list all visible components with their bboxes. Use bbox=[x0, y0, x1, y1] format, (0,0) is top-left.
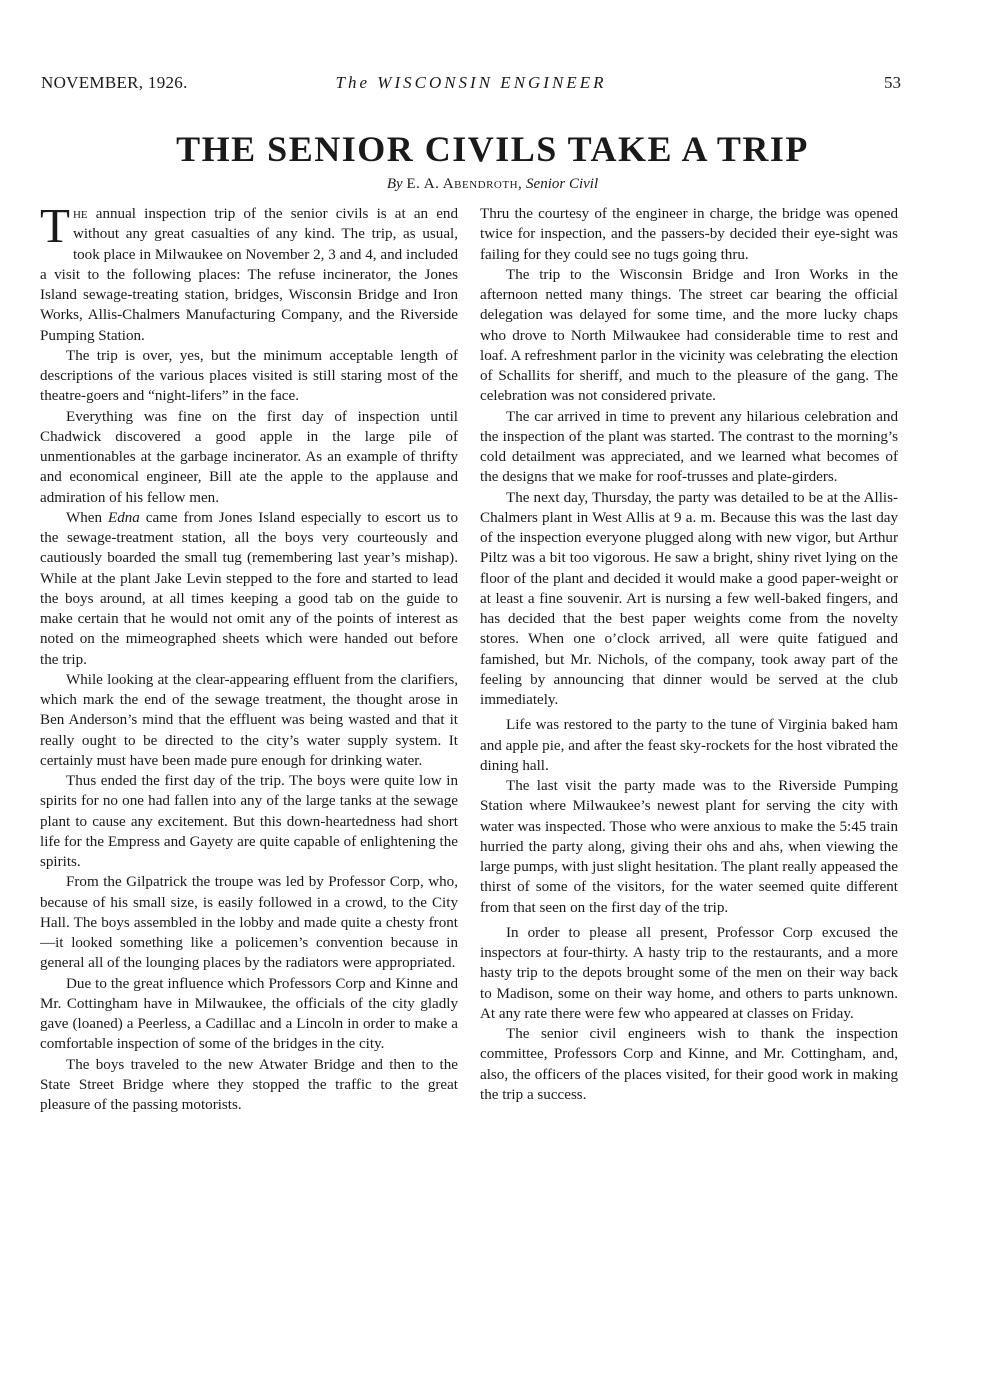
paragraph: Thru the courtesy of the engineer in charge, the bridge was opened twice for inspection, and the passers-by decided their eye-sight was failing for they could see no tugs going thru. bbox=[480, 206, 898, 263]
byline bbox=[0, 176, 985, 193]
paragraph: The next day, Thursday, the party was detailed to be at the Allis-Chalmers plant in West Allis at 9 a. m. Because this was the last day of the inspection everyone plugged along with new vigor, but Arthur Piltz was a bit too vigorous. He saw a bright, shiny rivet lying on the floor of the plant and decided it would make a good paper-weight or at least a fine souvenir. Art is nursing a few well-baked fingers, and has decided that the best paper weights come from the novelty stores. When one o’clock arrived, all were quite fatigued and famished, but Mr. Nichols, of the company, took away part of the feeling by announcing that dinner would be served at the club immediately. bbox=[480, 489, 898, 708]
issue-date: NOVEMBER, 1926. bbox=[41, 73, 188, 92]
paragraph-text: annual inspection trip of the senior civils is at an end without any great casualties of any kind. The trip, as usual, took place in Milwaukee on November 2, 3 and 4, and included a visit to the following places: The refuse incinerator, the Jones Island sewage-treating station, bridges, Wisconsin Bridge and Iron Works, Allis-Chalmers Manufacturing Company, and the Riverside Pumping Station. bbox=[40, 206, 458, 344]
boat-name: Edna bbox=[107, 509, 140, 526]
paragraph: From the Gilpatrick the troupe was led by Professor Corp, who, because of his small size, is easily followed in a crowd, to the City Hall. The boys assembled in the lobby and made quite a chesty front—it looked something like a policemen’s convention because in general all of the lounging places by the radiators were appropriated. bbox=[40, 874, 458, 972]
byline-by: By bbox=[386, 176, 403, 192]
paragraph: The trip is over, yes, but the minimum acceptable length of descriptions of the various places visited is still staring most of the theatre-goers and “night-lifers” in the face. bbox=[40, 347, 458, 405]
byline-role: Senior Civil bbox=[526, 176, 599, 192]
paragraph: Life was restored to the party to the tune of Virginia baked ham and apple pie, and after the feast sky-rockets for the host vibrated the dining hall. bbox=[480, 717, 898, 774]
paragraph: Thus ended the first day of the trip. The boys were quite low in spirits for no one had fallen into any of the large tanks at the sewage plant to cause any excitement. But this down-heartedness had short life for the Empress and Gayety are quite capable of enlightening the spirits. bbox=[40, 773, 458, 870]
paragraph: Everything was fine on the first day of inspection until Chadwick discovered a good apple in the large pile of unmentionables at the garbage incinerator. As an example of thrifty and economical engineer, Bill ate the apple to the applause and admiration of his fellow men. bbox=[40, 408, 458, 506]
right-column bbox=[480, 204, 898, 1105]
paragraph bbox=[40, 198, 458, 346]
paragraph: The trip to the Wisconsin Bridge and Iron Works in the afternoon netted many things. The street car bearing the official delegation was delayed for some time, and the more lucky chaps who drove to North Milwaukee had considerable time to rest and loaf. A refreshment parlor in the vicinity was celebrating the election of Schallits for sheriff, and much to the pleasure of the gang. The celebration was not considered private. bbox=[480, 266, 898, 405]
paragraph-text: When bbox=[66, 509, 108, 526]
paragraph: The senior civil engineers wish to thank the inspection committee, Professors Corp and Kinne, and Mr. Cottingham, and, also, the officers of the places visited, for their good work in making the trip a success. bbox=[480, 1026, 898, 1103]
left-column bbox=[40, 198, 458, 1115]
article-title: THE SENIOR CIVILS TAKE A TRIP bbox=[176, 129, 809, 169]
paragraph: The last visit the party made was to the Riverside Pumping Station where Milwaukee’s newest plant for serving the city with water was inspected. Those who were anxious to make the 5:45 train hurried the party along, giving their ohs and ahs, when viewing the large pumps, with just slight hesitation. The plant really appeased the thirst of some of the visitors, for the water seemed quite different from that seen on the first day of the trip. bbox=[480, 778, 898, 916]
paragraph: While looking at the clear-appearing effluent from the clarifiers, which mark the end of the sewage treatment, the thought arose in Ben Anderson’s mind that the effluent was being wasted and that it really ought to be directed to the city’s water supply system. It certainly must have been made pure enough for drinking water. bbox=[40, 671, 458, 769]
paragraph: Due to the great influence which Professors Corp and Kinne and Mr. Cottingham have in Milwaukee, the officials of the city gladly gave (loaned) a Peerless, a Cadillac and a Lincoln in order to make a comfortable inspection of some of the bridges in the city. bbox=[40, 975, 458, 1053]
byline-author: E. A. Abendroth, bbox=[406, 176, 523, 192]
page-number: 53 bbox=[884, 73, 901, 92]
journal-name: The WISCONSIN ENGINEER bbox=[335, 73, 607, 92]
paragraph bbox=[40, 508, 458, 670]
drop-cap: T bbox=[40, 198, 70, 253]
paragraph: In order to please all present, Professor Corp excused the inspectors at four-thirty. A hasty trip to the restaurants, and a more hasty trip to the depots brought some of the men on their way back to Madison, some on their way home, and others to parts unknown. At any rate there were few who appeared at classes on Friday. bbox=[480, 924, 898, 1022]
paragraph: The boys traveled to the new Atwater Bridge and then to the State Street Bridge where they stopped the traffic to the great pleasure of the passing motorists. bbox=[40, 1056, 458, 1113]
running-header bbox=[41, 73, 901, 97]
drop-cap-continuation: he bbox=[72, 206, 88, 222]
paragraph: The car arrived in time to prevent any hilarious celebration and the inspection of the plant was started. The contrast to the morning’s cold detailment was appreciated, and we learned what becomes of the designs that we make for roof-trusses and plate-girders. bbox=[480, 408, 898, 486]
paragraph-text: came from Jones Island especially to escort us to the sewage-treatment station, all the boys very courteously and cautiously boarded the small tug (remembering last year’s mishap). While at the plant Jake Levin stepped to the fore and started to lead the boys around, at all times keeping a good tab on the guide to make certain that he would not omit any of the points of interest as noted on the mimeographed sheets which were handed out before the trip. bbox=[40, 509, 458, 668]
